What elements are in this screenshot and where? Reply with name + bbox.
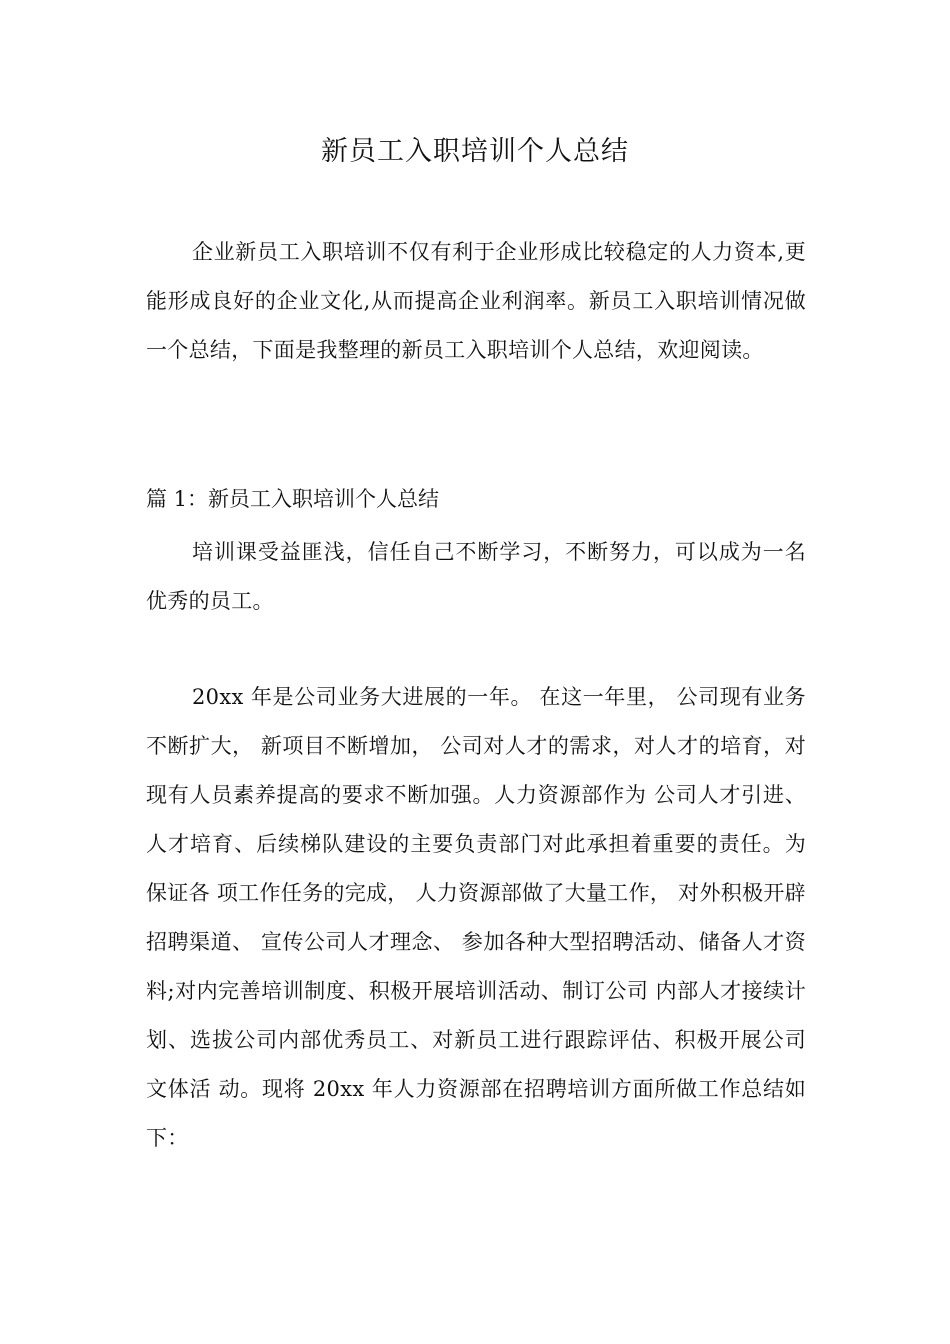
section-paragraph-1: 培训课受益匪浅，信任自己不断学习，不断努力，可以成为一名优秀的员工。 [146,540,806,613]
intro-paragraph: 企业新员工入职培训不仅有利于企业形成比较稳定的人力资本,更能形成良好的企业文化,从而提高企业利润率。新员工入职培训情况做一个总结，下面是我整理的新员工入职培训个人总结，欢迎阅读。 [146,240,806,362]
section-paragraph-2: 20xx 年是公司业务大进展的一年。 在这一年里， 公司现有业务不断扩大， 新项目不断增加， 公司对人才的需求，对人才的培育，对现有人员素养提高的要求不断加强。人力资源部作为 公司人才引进、人才培育、后续梯队建设的主要负责部门对此承担着重要的责任。为保证各 项工作任务的完成， 人力资源部做了大量工作， 对外积极开辟招聘渠道、 宣传公司人才理念、 参加各种大型招聘活动、储备人才资料;对内完善培训制度、积极开展培训活动、制订公司 内部人才接续计划、选拔公司内部优秀员工、对新员工进行跟踪评估、积极开展公司文体活 动。现将 20xx 年人力资源部在招聘培训方面所做工作总结如下： [146,685,806,1150]
section-heading: 篇 1：新员工入职培训个人总结 [146,487,440,511]
document-title: 新员工入职培训个人总结 [321,136,629,167]
